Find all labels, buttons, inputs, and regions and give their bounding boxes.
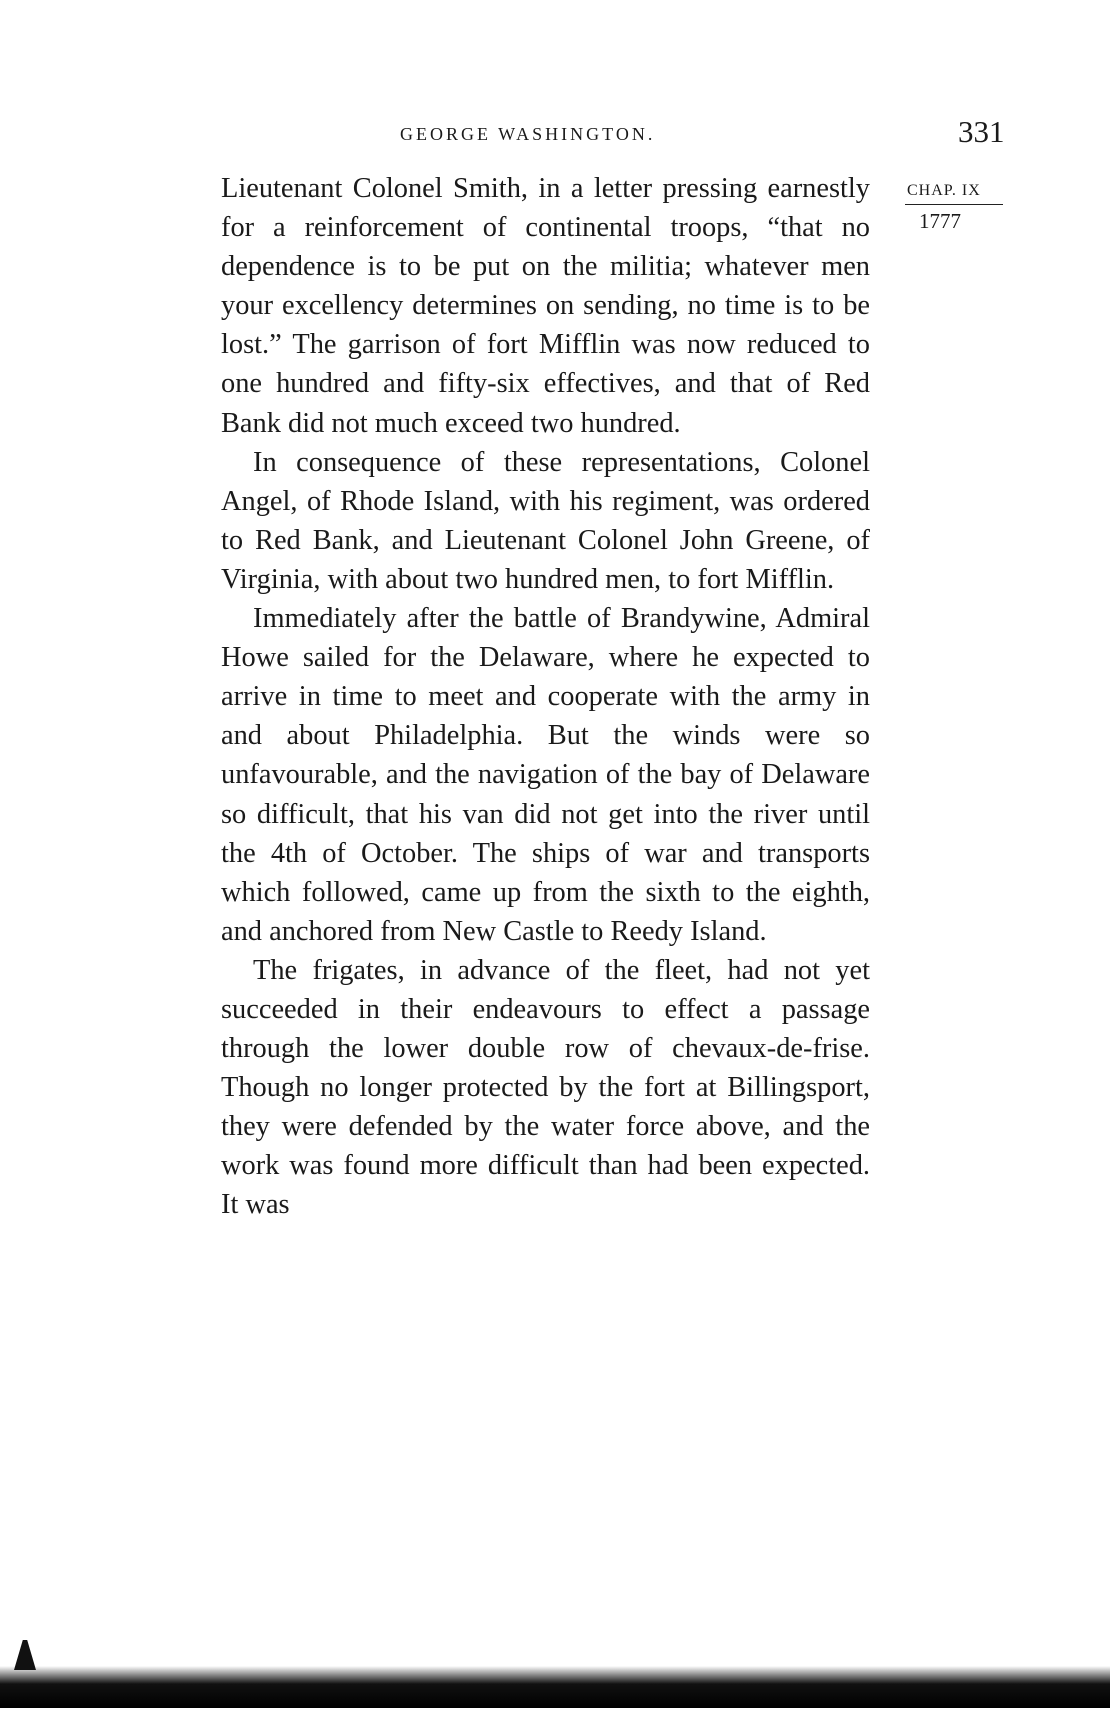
page-number: 331 — [958, 114, 1005, 149]
margin-year: 1777 — [919, 209, 961, 233]
paragraph-1: Lieutenant Colonel Smith, in a letter pressing earnestly for a reinforcement of continental troops, “that no dependence is to be put on the militia; whatever men your excellency determines on sending, no time is to be lost.” The garrison of fort Mifflin was now reduced to one hundred and fifty-six effectives, and that of Red Bank did not much exceed two hundred. — [221, 173, 870, 439]
scan-edge-shadow — [0, 1648, 1110, 1708]
body-text — [221, 169, 870, 1225]
paragraph-2: In consequence of these representations, Colonel Angel, of Rhode Island, with his regiment, was ordered to Red Bank, and Lieutenant Colonel John Greene, of Virginia, with about two hundred men, to fort Mifflin. — [221, 446, 870, 595]
margin-note — [905, 182, 1005, 234]
running-title: GEORGE WASHINGTON. — [400, 124, 656, 144]
margin-chapter: CHAP. IX — [905, 182, 1003, 205]
paragraph-3: Immediately after the battle of Brandywine, Admiral Howe sailed for the Delaware, where he expected to arrive in time to meet and cooperate with the army in and about Philadelphia. But the winds were so unfavourable, and the navigation of the bay of Delaware so difficult, that his van did not get into the river until the 4th of October. The ships of war and transports which followed, came up from the sixth to the eighth, and anchored from New Castle to Reedy Island. — [221, 603, 870, 947]
paragraph-4: The frigates, in advance of the fleet, had not yet succeeded in their endeavours to effect a passage through the lower double row of chevaux-de-frise. Though no longer protected by the fort at Billingsport, they were defended by the water force above, and the work was found more difficult than had been expected. It was — [221, 954, 870, 1221]
